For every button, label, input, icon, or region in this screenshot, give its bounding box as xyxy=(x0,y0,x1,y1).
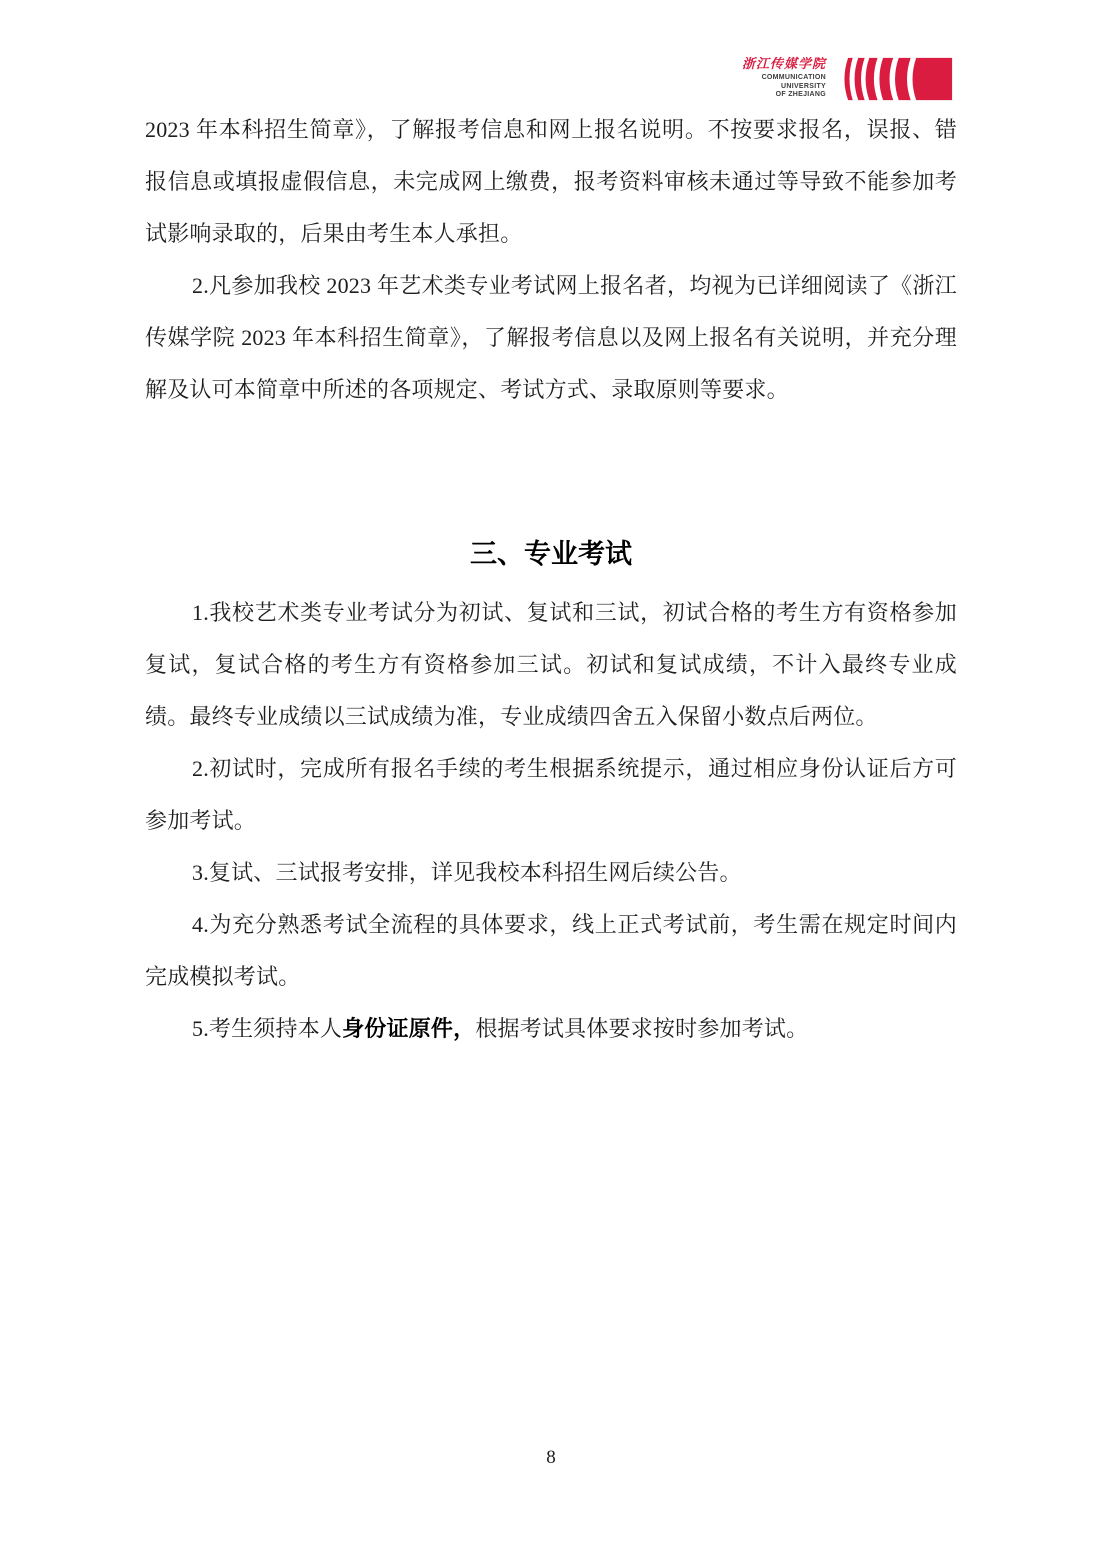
university-name-chinese: 浙江传媒学院 xyxy=(741,56,826,71)
university-name-english xyxy=(742,74,826,100)
intro-paragraph-item2: 2.凡参加我校 2023 年艺术类专业考试网上报名者，均视为已详细阅读了《浙江传媒学院 2023 年本科招生简章》，了解报考信息以及网上报名有关说明，并充分理解及认可本简章中所述的各项规定、考试方式、录取原则等要求。 xyxy=(145,273,957,402)
university-letterhead xyxy=(742,51,957,102)
section-paragraph-item5 xyxy=(145,1003,957,1055)
university-name-block xyxy=(742,51,826,100)
university-name-english-line: UNIVERSITY xyxy=(780,82,826,90)
university-logo-mark-icon xyxy=(834,56,957,102)
section-paragraph-item2: 2.初试时，完成所有报名手续的考生根据系统提示，通过相应身份认证后方可参加考试。 xyxy=(145,756,957,833)
item5-text-prefix: 5.考生须持本人 xyxy=(192,1016,343,1041)
university-name-english-line: OF ZHEJIANG xyxy=(775,91,826,98)
page-number: 8 xyxy=(546,1447,556,1468)
item5-text-suffix: 根据考试具体要求按时参加考试。 xyxy=(475,1016,809,1041)
document-body xyxy=(145,104,957,1055)
intro-paragraph-continuation: 2023 年本科招生简章》，了解报考信息和网上报名说明。不按要求报名，误报、错报信息或填报虚假信息，未完成网上缴费，报考资料审核未通过等导致不能参加考试影响录取的，后果由考生本人承担。 xyxy=(145,117,957,246)
item5-emphasis-id-card-original: 身份证原件， xyxy=(342,1016,476,1041)
section-heading: 三、专业考试 xyxy=(470,539,632,569)
section-paragraph-item4: 4.为充分熟悉考试全流程的具体要求，线上正式考试前，考生需在规定时间内完成模拟考试。 xyxy=(145,912,957,989)
university-name-english-line: COMMUNICATION xyxy=(761,74,826,81)
section-paragraph-item1: 1.我校艺术类专业考试分为初试、复试和三试，初试合格的考生方有资格参加复试，复试合格的考生方有资格参加三试。初试和复试成绩，不计入最终专业成绩。最终专业成绩以三试成绩为准，专业成绩四舍五入保留小数点后两位。 xyxy=(145,600,957,729)
section-paragraph-item3: 3.复试、三试报考安排，详见我校本科招生网后续公告。 xyxy=(192,860,742,885)
